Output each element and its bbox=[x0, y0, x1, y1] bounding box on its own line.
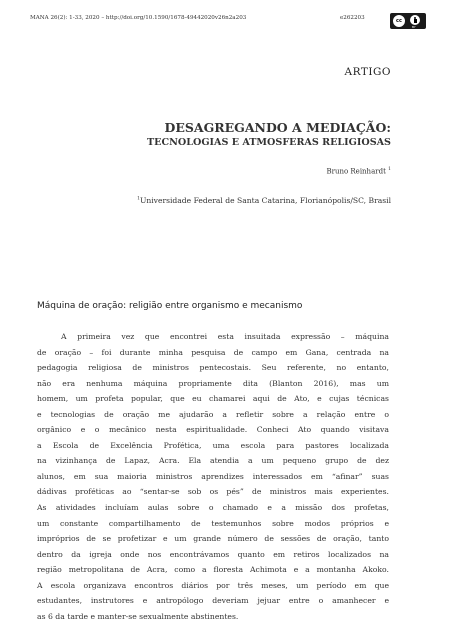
author-footnote-mark: 1 bbox=[388, 167, 391, 172]
body-line: A primeira vez que encontrei esta insuitada expressão – máquina bbox=[61, 332, 389, 341]
affiliation-footnote-mark: 1 bbox=[137, 196, 140, 202]
author-name: Bruno Reinhardt bbox=[326, 167, 386, 176]
article-subtitle: TECNOLOGIAS E ATMOSFERAS RELIGIOSAS bbox=[147, 137, 391, 148]
body-line: região metropolitana de Acra, como a floresta Achimota e a montanha Akoko. bbox=[37, 565, 389, 575]
body-line: dádivas proféticas ao “sentar-se sob os pés” de ministros mais experientes. bbox=[37, 487, 389, 497]
article-title: DESAGREGANDO A MEDIAÇÃO: bbox=[164, 120, 391, 135]
article-code: e262203 bbox=[340, 15, 365, 21]
cc-logo-icon: cc bbox=[393, 15, 405, 27]
creative-commons-by-icon[interactable] bbox=[390, 13, 426, 29]
body-line: não era nenhuma máquina propriamente dita (Blanton 2016), mas um bbox=[37, 378, 389, 388]
author-line bbox=[326, 167, 391, 175]
section-label: ARTIGO bbox=[344, 66, 391, 78]
body-line: a Escola de Excelência Profética, uma escola para pastores localizada bbox=[37, 440, 389, 450]
body-line: dentro da igreja onde nos encontrávamos quanto em retiros localizados na bbox=[37, 549, 389, 559]
body-line: na vizinhança de Lapaz, Acra. Ela atendia a um pequeno grupo de dez bbox=[37, 456, 389, 466]
section-heading: Máquina de oração: religião entre organismo e mecanismo bbox=[37, 301, 303, 311]
body-line: estudantes, instrutores e antropólogo deveriam jejuar entre o amanhecer e bbox=[37, 596, 389, 606]
body-line: homem, um profeta popular, que eu chamarei aqui de Ato, e cujas técnicas bbox=[37, 394, 389, 404]
body-line: As atividades incluíam aulas sobre o chamado e a missão dos profetas, bbox=[37, 503, 389, 513]
affiliation-line bbox=[137, 196, 391, 205]
attribution-person-icon bbox=[410, 15, 420, 25]
body-line: A escola organizava encontros diários por três meses, um período em que bbox=[37, 580, 389, 590]
license-by-text: BY bbox=[412, 25, 416, 29]
body-line: e tecnologias de oração me ajudarão a refletir sobre a relação entre o bbox=[37, 409, 389, 419]
body-line: as 6 da tarde e manter-se sexualmente abstinentes. bbox=[37, 611, 239, 621]
affiliation-text: Universidade Federal de Santa Catarina, Florianópolis/SC, Brasil bbox=[139, 196, 391, 205]
body-line: alunos, em sua maioria ministros aprendizes interessados em “afinar” suas bbox=[37, 471, 389, 481]
body-line: impróprios de se profetizar e um grande número de sessões de oração, tanto bbox=[37, 534, 389, 544]
body-line: orgânico e o mecânico nesta espiritualidade. Conheci Ato quando visitava bbox=[37, 425, 389, 435]
body-line: um constante compartilhamento de testemunhos sobre modos próprios e bbox=[37, 518, 389, 528]
body-line: pedagogia religiosa de ministros pentecostais. Seu referente, no entanto, bbox=[37, 363, 389, 373]
body-line: de oração – foi durante minha pesquisa de campo em Gana, centrada na bbox=[37, 347, 389, 357]
body-paragraph bbox=[37, 329, 389, 624]
journal-citation[interactable]: MANA 26(2): 1-33, 2020 – http://doi.org/10.1590/1678-49442020v26n2a203 bbox=[30, 15, 247, 21]
